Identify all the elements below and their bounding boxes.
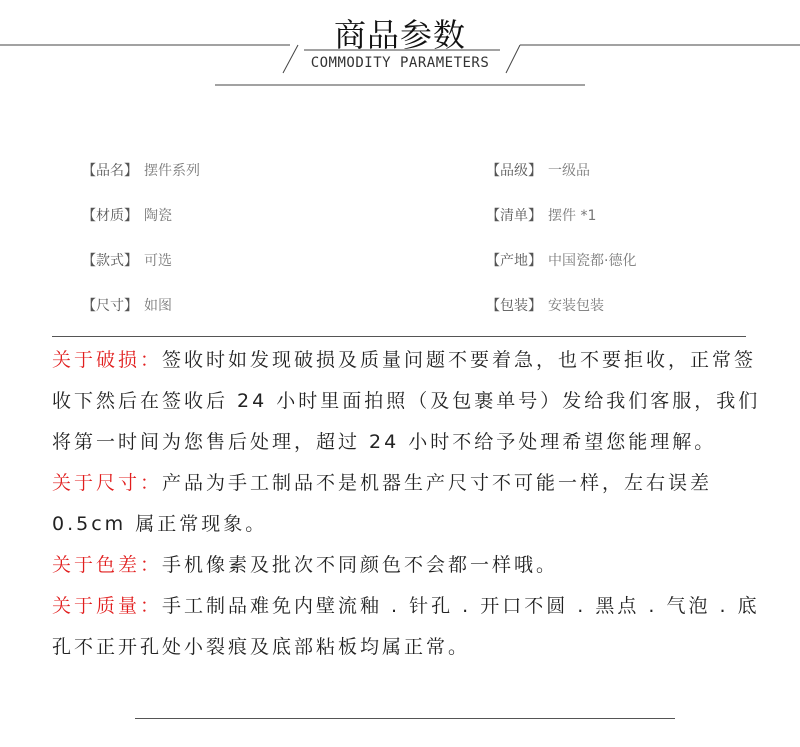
param-value: 中国瓷都·德化 [548,253,637,269]
param-label: 【产地】 [486,253,542,269]
notes-section [52,340,762,668]
note-text: 签收时如发现破损及质量问题不要着急，也不要拒收，正常签收下然后在签收后 24 小时里面拍照（及包裹单号）发给我们客服，我们将第一时间为您售后处理，超过 24 小时不给予处理希望您能理解。 [52,349,761,453]
param-label: 【款式】 [82,253,138,269]
param-packaging [486,295,604,315]
param-value: 安装包装 [548,298,604,314]
note-label: 关于色差： [52,554,163,576]
param-label: 【包装】 [486,298,542,314]
note-size [52,463,762,545]
param-style [82,250,172,270]
note-damage [52,340,762,463]
note-label: 关于质量： [52,595,163,617]
note-text: 手工制品难免内壁流釉 . 针孔 . 开口不圆 . 黑点 . 气泡 . 底孔不正开孔处小裂痕及底部粘板均属正常。 [52,595,760,658]
param-grade [486,160,590,180]
header-decoration [0,0,800,100]
note-text: 手机像素及批次不同颜色不会都一样哦。 [162,554,559,576]
param-material [82,205,172,225]
param-value: 一级品 [548,163,590,179]
param-value: 摆件 *1 [548,208,597,224]
note-color [52,545,762,586]
param-label: 【品名】 [82,163,138,179]
param-origin [486,250,636,270]
param-name [82,160,200,180]
note-quality [52,586,762,668]
param-label: 【清单】 [486,208,542,224]
param-value: 陶瓷 [144,208,172,224]
page-subtitle: COMMODITY PARAMETERS [310,55,490,71]
param-label: 【品级】 [486,163,542,179]
note-text: 产品为手工制品不是机器生产尺寸不可能一样，左右误差 0.5cm 属正常现象。 [52,472,713,535]
divider-top [52,336,746,337]
divider-bottom [135,718,675,719]
note-label: 关于破损： [52,349,163,371]
param-label: 【材质】 [82,208,138,224]
param-value: 如图 [144,298,172,314]
param-value: 摆件系列 [144,163,200,179]
note-label: 关于尺寸： [52,472,163,494]
page-title: 商品参数 [333,16,466,54]
param-value: 可选 [144,253,172,269]
param-label: 【尺寸】 [82,298,138,314]
param-list [486,205,596,225]
param-size [82,295,172,315]
